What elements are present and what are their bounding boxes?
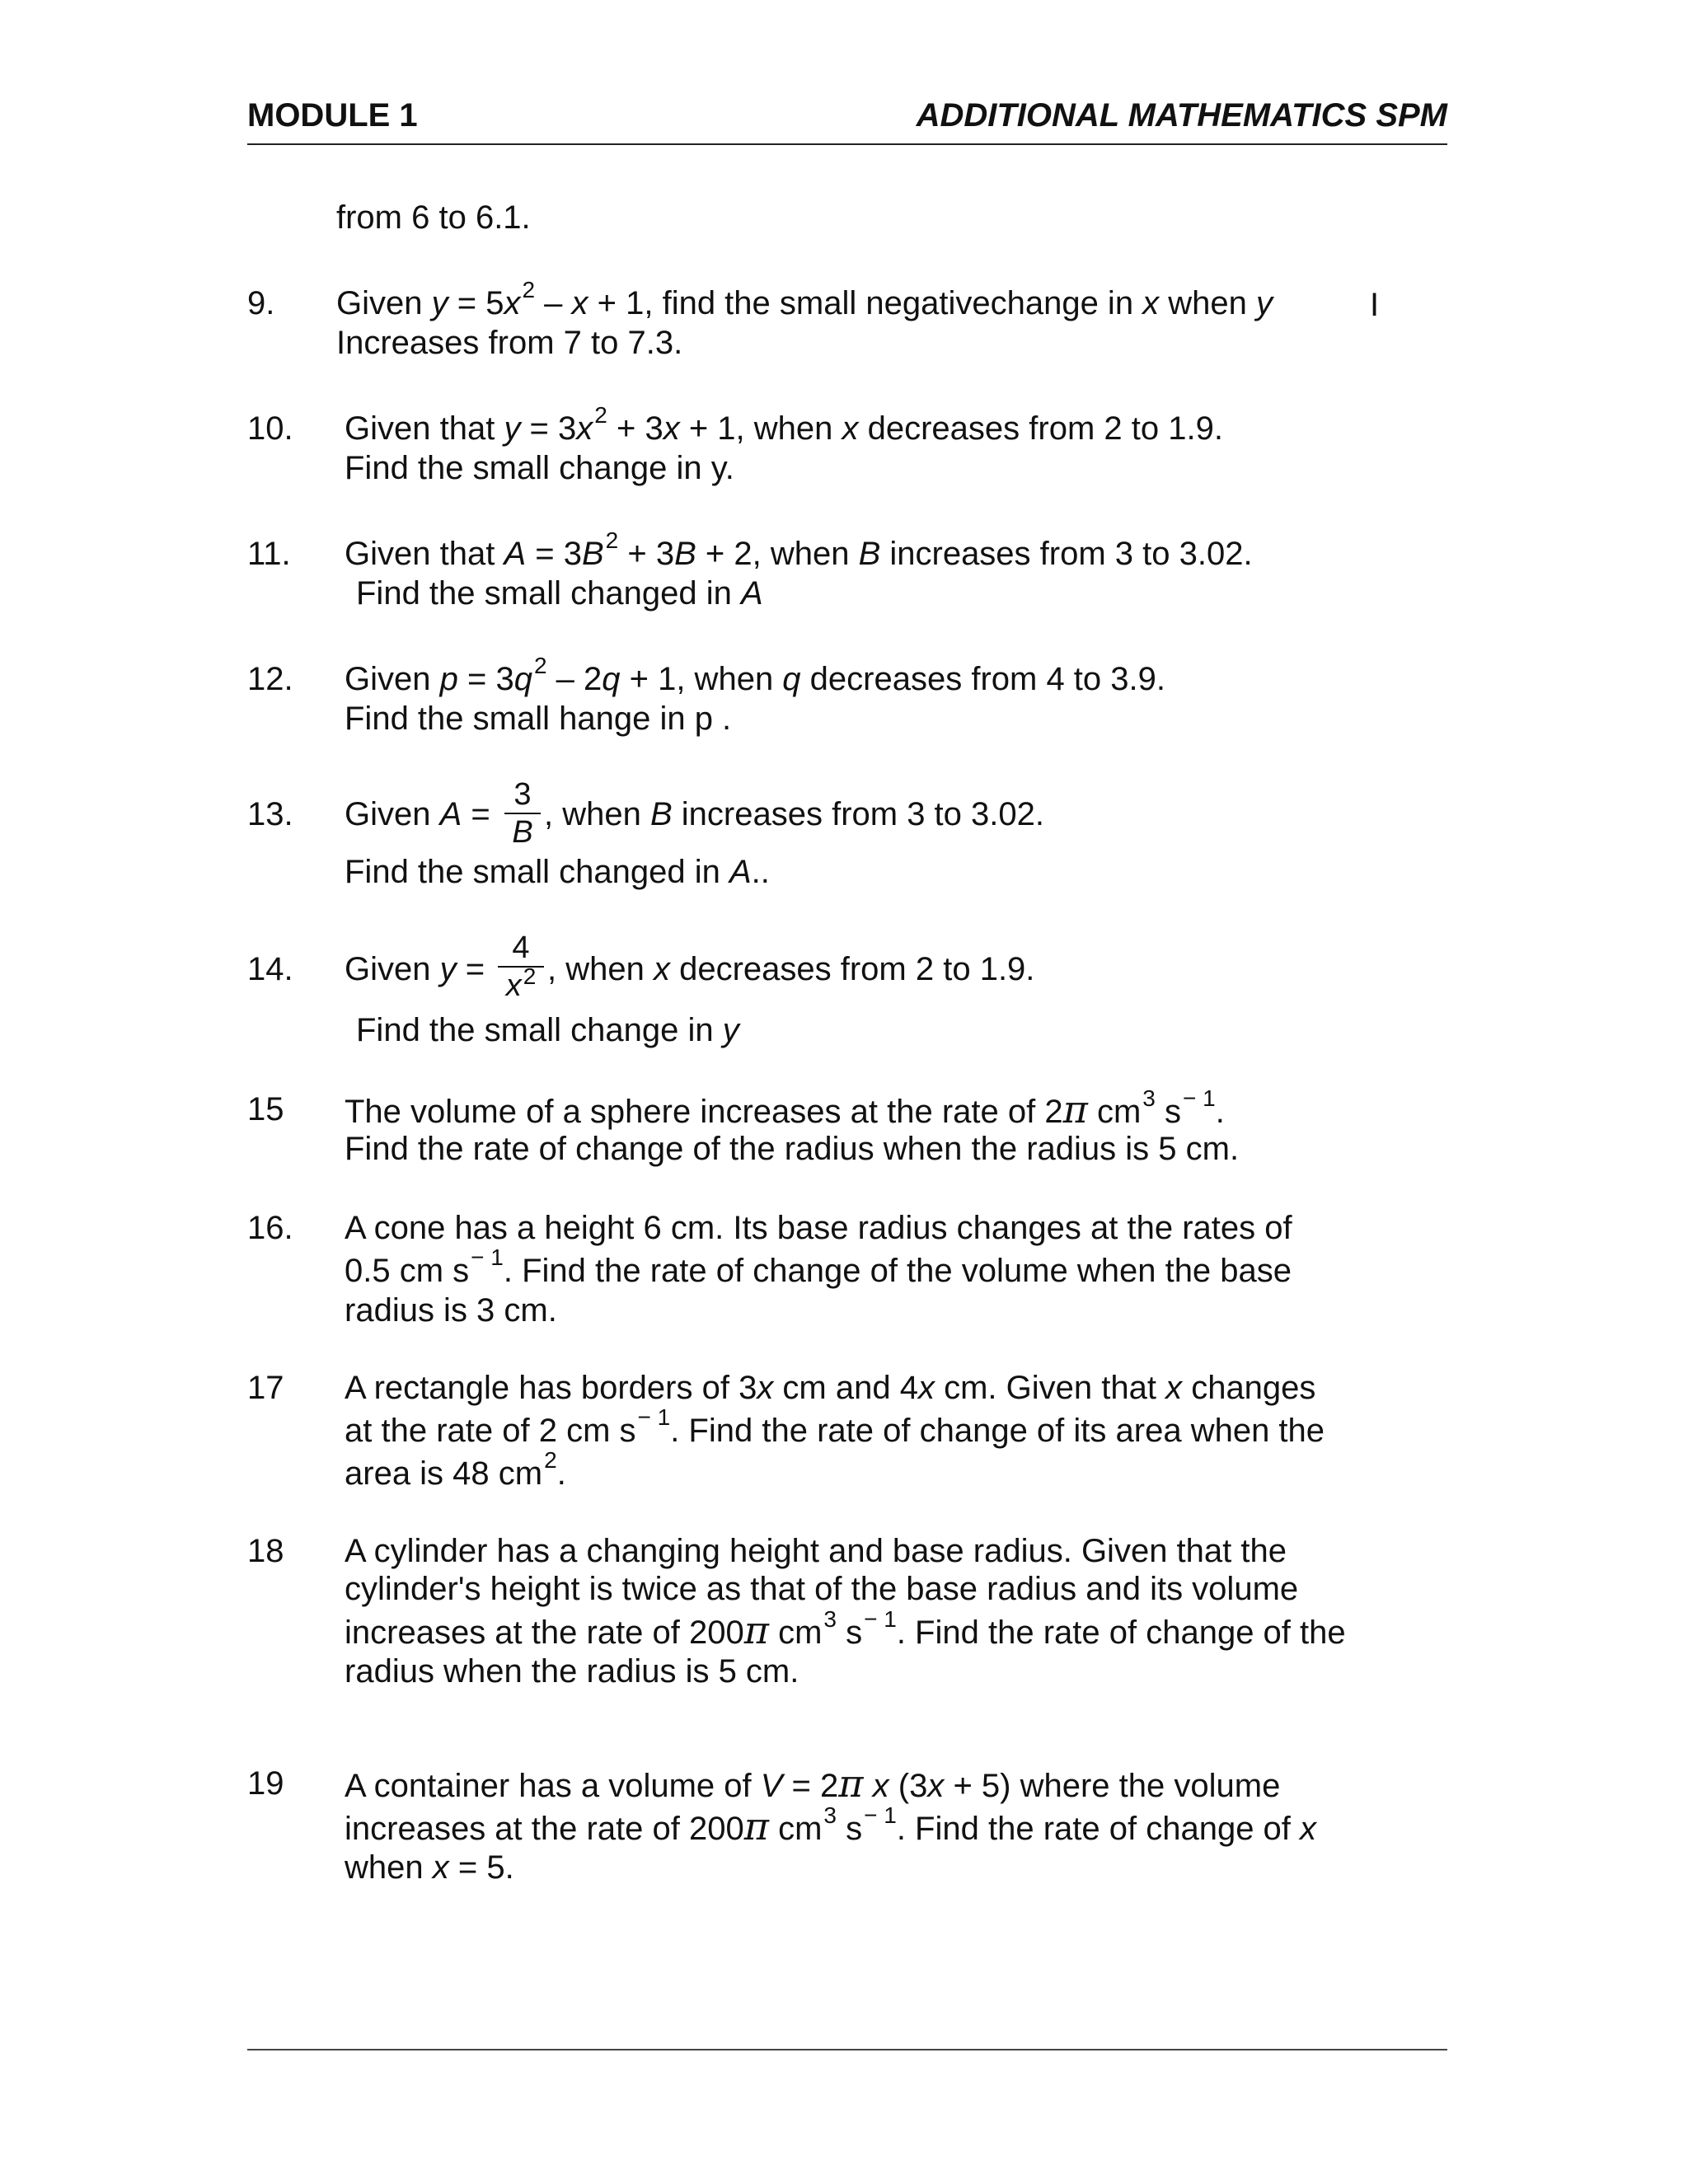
- fraction-3-over-b: [504, 778, 541, 849]
- pi-symbol: π: [743, 1804, 769, 1849]
- question-13-number: 13.: [247, 796, 293, 832]
- fraction-4-over-x2: [498, 931, 544, 1005]
- question-18-line-1: A cylinder has a changing height and base radius. Given that the: [345, 1533, 1287, 1569]
- question-10-line-2: Find the small change in y.: [345, 450, 734, 486]
- question-11-number: 11.: [247, 536, 291, 572]
- question-12-number: 12.: [247, 661, 293, 697]
- question-9-number: 9.: [247, 285, 275, 321]
- pi-symbol: π: [743, 1608, 769, 1652]
- fraction-denominator: B: [512, 815, 533, 850]
- question-12-line-2: Find the small hange in p .: [345, 701, 732, 737]
- page-header: [247, 97, 1447, 145]
- subject-title: ADDITIONAL MATHEMATICS SPM: [916, 97, 1447, 134]
- question-11-line-2: Find the small changed in A: [356, 575, 763, 612]
- module-label: MODULE 1: [247, 97, 418, 134]
- question-13-line-1a: Given A =: [345, 796, 490, 832]
- question-16-number: 16.: [247, 1210, 293, 1246]
- question-13-line-2: Find the small changed in A..: [345, 854, 770, 890]
- question-14-line-2: Find the small change in y: [356, 1012, 739, 1048]
- pi-symbol: π: [838, 1761, 864, 1806]
- question-14-number: 14.: [247, 951, 293, 987]
- question-9-line-2: Increases from 7 to 7.3.: [336, 325, 683, 361]
- question-10-line-1: Given that $y = 3x^2 + 3x + 1$, when x decreases from 2 to 1.9.: [345, 402, 1223, 447]
- question-17-line-1: A rectangle has borders of 3x cm and 4x cm. Given that x changes: [345, 1370, 1316, 1406]
- question-16-line-3: radius is 3 cm.: [345, 1292, 557, 1329]
- question-18-line-3: increases at the rate of 200π $cm^3$ $s^{- 1}$. Find the rate of change of the: [345, 1606, 1346, 1652]
- question-18-number: 18: [247, 1533, 284, 1569]
- question-16-line-1: A cone has a height 6 cm. Its base radius changes at the rates of: [345, 1210, 1292, 1246]
- question-18-line-2: cylinder's height is twice as that of the base radius and its volume: [345, 1571, 1299, 1607]
- question-17-line-3: area is 48 $cm^2$.: [345, 1447, 566, 1492]
- question-15-number: 15: [247, 1091, 284, 1127]
- continuation-text: from 6 to 6.1.: [336, 199, 531, 236]
- footer-divider: [247, 2049, 1447, 2050]
- question-15-line-1: The volume of a sphere increases at the rate of 2π $cm^3$ $s^{- 1}$.: [345, 1085, 1225, 1132]
- pi-symbol: π: [1062, 1087, 1088, 1132]
- question-17-line-2: at the rate of 2 cm $s^{- 1}$. Find the rate of change of its area when the: [345, 1404, 1325, 1449]
- question-18-line-4: radius when the radius is 5 cm.: [345, 1653, 799, 1690]
- question-14-line-1b: , when x decreases from 2 to 1.9.: [547, 951, 1035, 987]
- fraction-numerator: 3: [513, 777, 532, 812]
- question-15-line-2: Find the rate of change of the radius when the radius is 5 cm.: [345, 1131, 1240, 1167]
- fraction-numerator: 4: [512, 930, 530, 965]
- question-19-line-2: increases at the rate of 200π $cm^3$ $s^{- 1}$. Find the rate of change of x: [345, 1802, 1317, 1849]
- question-9-line-1: Given $y = 5x^2 - x + 1$, find the small negativechange in x when y: [336, 277, 1273, 321]
- question-17-number: 17: [247, 1370, 284, 1406]
- question-19-line-3: when x = 5.: [345, 1849, 514, 1886]
- question-13-line-1b: , when B increases from 3 to 3.02.: [544, 796, 1044, 832]
- question-12-line-1: Given $p = 3q^2 - 2q + 1$, when q decreases from 4 to 3.9.: [345, 653, 1165, 697]
- fraction-denominator: $x^2$: [505, 963, 537, 1003]
- margin-mark: I: [1370, 287, 1380, 323]
- question-16-line-2: 0.5 cm $s^{- 1}$. Find the rate of change of the volume when the base: [345, 1244, 1292, 1289]
- question-19-number: 19: [247, 1765, 284, 1802]
- question-19-line-1: A container has a volume of V = 2π x (3x + 5) where the volume: [345, 1761, 1281, 1806]
- question-11-line-1: Given that $A = 3B^2 + 3B + 2$, when B increases from 3 to 3.02.: [345, 527, 1253, 572]
- question-10-number: 10.: [247, 410, 293, 447]
- question-14-line-1a: Given y =: [345, 951, 485, 987]
